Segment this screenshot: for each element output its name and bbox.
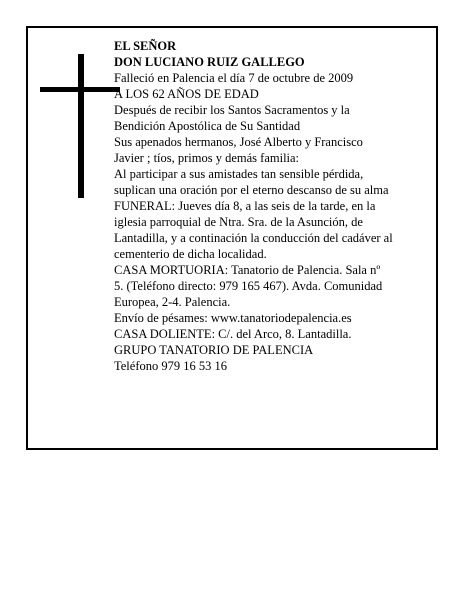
cross-horizontal-bar — [40, 87, 120, 92]
cross-vertical-bar — [78, 54, 84, 198]
family-line-2: Javier ; tíos, primos y demás familia: — [114, 151, 300, 165]
sacraments-line-1: Después de recibir los Santos Sacramentos y la — [114, 103, 350, 117]
request-line-1: Al participar a sus amistades tan sensible pérdida, — [114, 167, 364, 181]
sacraments-line-2: Bendición Apostólica de Su Santidad — [114, 119, 301, 133]
mortuary-line-1: CASA MORTUORIA: Tanatorio de Palencia. Sala nº — [114, 263, 381, 277]
funeral-home-group: GRUPO TANATORIO DE PALENCIA — [114, 343, 314, 357]
funeral-line-1: FUNERAL: Jueves día 8, a las seis de la tarde, en la — [114, 199, 376, 213]
condolences-line: Envío de pésames: www.tanatoriodepalencia.es — [114, 311, 352, 325]
mortuary-line-3: Europea, 2-4. Palencia. — [114, 295, 231, 309]
phone-line: Teléfono 979 16 53 16 — [114, 359, 227, 373]
obituary-notice — [26, 26, 438, 450]
deceased-name: DON LUCIANO RUIZ GALLEGO — [114, 55, 305, 69]
mortuary-line-2: 5. (Teléfono directo: 979 165 467). Avda. Comunidad — [114, 279, 383, 293]
request-line-2: suplican una oración por el eterno descanso de su alma — [114, 183, 389, 197]
cross-icon — [40, 54, 120, 198]
death-date-line: Falleció en Palencia el día 7 de octubre de 2009 — [114, 71, 354, 85]
grieving-house-line: CASA DOLIENTE: C/. del Arco, 8. Lantadilla. — [114, 327, 352, 341]
notice-text — [114, 38, 436, 374]
family-line-1: Sus apenados hermanos, José Alberto y Francisco — [114, 135, 363, 149]
funeral-line-4: cementerio de dicha localidad. — [114, 247, 267, 261]
funeral-line-2: iglesia parroquial de Ntra. Sra. de la Asunción, de — [114, 215, 363, 229]
age-line: A LOS 62 AÑOS DE EDAD — [114, 87, 259, 101]
deceased-title: EL SEÑOR — [114, 39, 177, 53]
funeral-line-3: Lantadilla, y a continación la conducción del cadáver al — [114, 231, 393, 245]
